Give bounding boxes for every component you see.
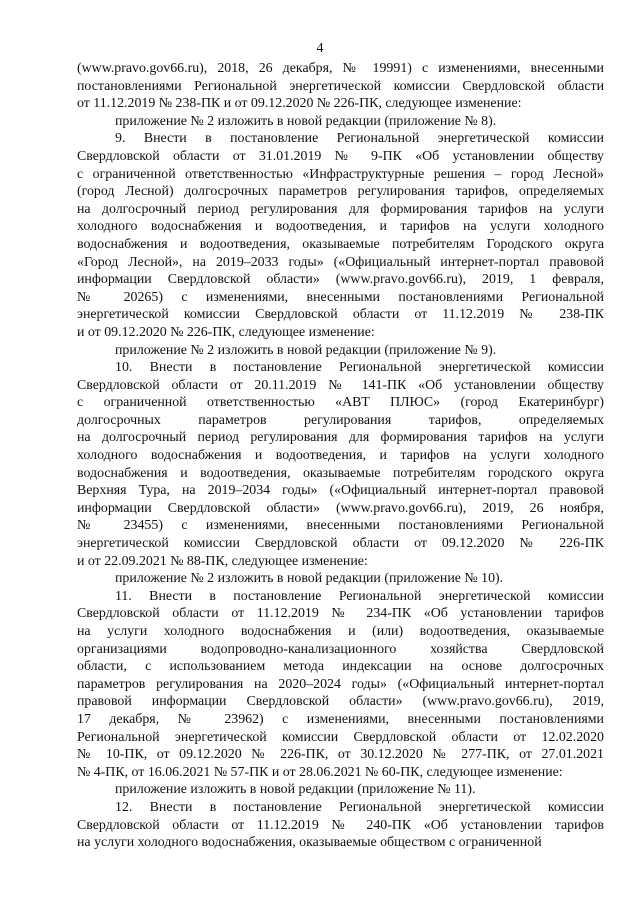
- text-line: от 11.12.2019 № 238-ПК и от 09.12.2020 № 226-ПК, следующее изменение:: [77, 96, 522, 112]
- text-line: с ограниченной ответственностью «АВТ ПЛЮС» (город Екатеринбург): [77, 395, 604, 411]
- text-line: холодного водоснабжения и водоотведения, и тарифов на услуги холодного: [77, 448, 604, 464]
- text-line: № 23455) с изменениями, внесенными постановлениями Региональной: [77, 518, 604, 534]
- text-line: № 10-ПК, от 09.12.2020 № 226-ПК, от 30.12.2020 № 277-ПК, от 27.01.2021: [77, 747, 604, 763]
- text-line: энергетической комиссии Свердловской области от 11.12.2019 № 238-ПК: [77, 307, 604, 323]
- text-line: приложение № 2 изложить в новой редакции (приложение № 10).: [115, 571, 504, 587]
- text-line: энергетической комиссии Свердловской области от 09.12.2020 № 226-ПК: [77, 536, 604, 552]
- text-line: на услуги холодного водоснабжения, оказываемые обществом с ограниченной: [77, 835, 542, 851]
- document-body: [77, 60, 604, 852]
- text-line: приложение изложить в новой редакции (приложение № 11).: [115, 782, 476, 798]
- text-line: 10. Внести в постановление Региональной энергетической комиссии: [115, 360, 604, 376]
- text-line: Свердловской области от 11.12.2019 № 234-ПК «Об установлении тарифов: [77, 606, 604, 622]
- text-line: (www.pravo.gov66.ru), 2018, 26 декабря, № 19991) с изменениями, внесенными: [77, 61, 604, 76]
- indented-paragraph: [77, 130, 604, 341]
- text-line: водоснабжения и водоотведения, оказываемые потребителям городского округа: [77, 465, 604, 481]
- indented-paragraph: [77, 781, 604, 799]
- text-line: приложение № 2 изложить в новой редакции (приложение № 9).: [115, 342, 497, 358]
- text-line: 17 декабря, № 23962) с изменениями, внесенными постановлениями: [77, 711, 604, 727]
- text-line: № 4-ПК, от 16.06.2021 № 57-ПК и от 28.06.2021 № 60-ПК, следующее изменение:: [77, 764, 563, 780]
- text-line: Свердловской области от 20.11.2019 № 141-ПК «Об установлении обществу: [77, 377, 604, 393]
- text-line: водоснабжения и водоотведения, оказываемые потребителям Городского округа: [77, 236, 604, 252]
- text-line: (город Лесной) долгосрочных параметров регулирования тарифов, определяемых: [77, 184, 604, 200]
- indented-paragraph: [77, 799, 604, 852]
- indented-paragraph: [77, 588, 604, 782]
- text-line: и от 09.12.2020 № 226-ПК, следующее изменение:: [77, 324, 375, 340]
- text-line: параметров регулирования на 2020–2024 годы» («Официальный интернет-портал: [77, 676, 604, 692]
- text-line: с ограниченной ответственностью «Инфраструктурные решения – город Лесной»: [77, 166, 604, 182]
- text-line: и от 22.09.2021 № 88-ПК, следующее изменение:: [77, 553, 368, 569]
- text-line: правовой информации Свердловской области» (www.pravo.gov66.ru), 2019,: [77, 694, 604, 710]
- text-line: 9. Внести в постановление Региональной энергетической комиссии: [115, 131, 604, 147]
- text-line: приложение № 2 изложить в новой редакции (приложение № 8).: [115, 113, 497, 129]
- text-line: холодного водоснабжения и водоотведения, и тарифов на услуги холодного: [77, 219, 604, 235]
- text-line: Свердловской области от 11.12.2019 № 240-ПК «Об установлении тарифов: [77, 817, 604, 833]
- text-line: 12. Внести в постановление Региональной энергетической комиссии: [115, 799, 604, 815]
- text-line: № 20265) с изменениями, внесенными постановлениями Региональной: [77, 289, 604, 305]
- indented-paragraph: [77, 570, 604, 588]
- text-line: Региональной энергетической комиссии Свердловской области от 12.02.2020: [77, 729, 604, 745]
- text-line: 11. Внести в постановление Региональной энергетической комиссии: [115, 588, 604, 604]
- indented-paragraph: [77, 113, 604, 131]
- text-line: «Город Лесной», на 2019–2033 годы» («Официальный интернет-портал правовой: [77, 254, 604, 270]
- indented-paragraph: [77, 359, 604, 570]
- text-line: постановлениями Региональной энергетической комиссии Свердловской области: [77, 78, 604, 94]
- text-line: Свердловской области от 31.01.2019 № 9-ПК «Об установлении обществу: [77, 148, 604, 164]
- text-line: на долгосрочный период регулирования для формирования тарифов на услуги: [77, 430, 604, 446]
- indented-paragraph: [77, 342, 604, 360]
- page-number: 4: [316, 41, 324, 56]
- text-line: на услуги холодного водоснабжения и (или) водоотведения, оказываемые: [77, 624, 604, 639]
- text-line: долгосрочных параметров регулирования тарифов, определяемых: [77, 412, 604, 428]
- text-line: информации Свердловской области» (www.pravo.gov66.ru), 2019, 1 февраля,: [77, 272, 604, 288]
- body-paragraph: [77, 60, 604, 113]
- text-line: информации Свердловской области» (www.pravo.gov66.ru), 2019, 26 ноября,: [77, 500, 604, 516]
- text-line: организациями водопроводно-канализационного хозяйства Свердловской: [77, 641, 604, 657]
- text-line: области, с использованием метода индексации на основе долгосрочных: [77, 659, 604, 675]
- text-line: Верхняя Тура, на 2019–2034 годы» («Официальный интернет-портал правовой: [77, 483, 604, 499]
- text-line: на долгосрочный период регулирования для формирования тарифов на услуги: [77, 201, 604, 217]
